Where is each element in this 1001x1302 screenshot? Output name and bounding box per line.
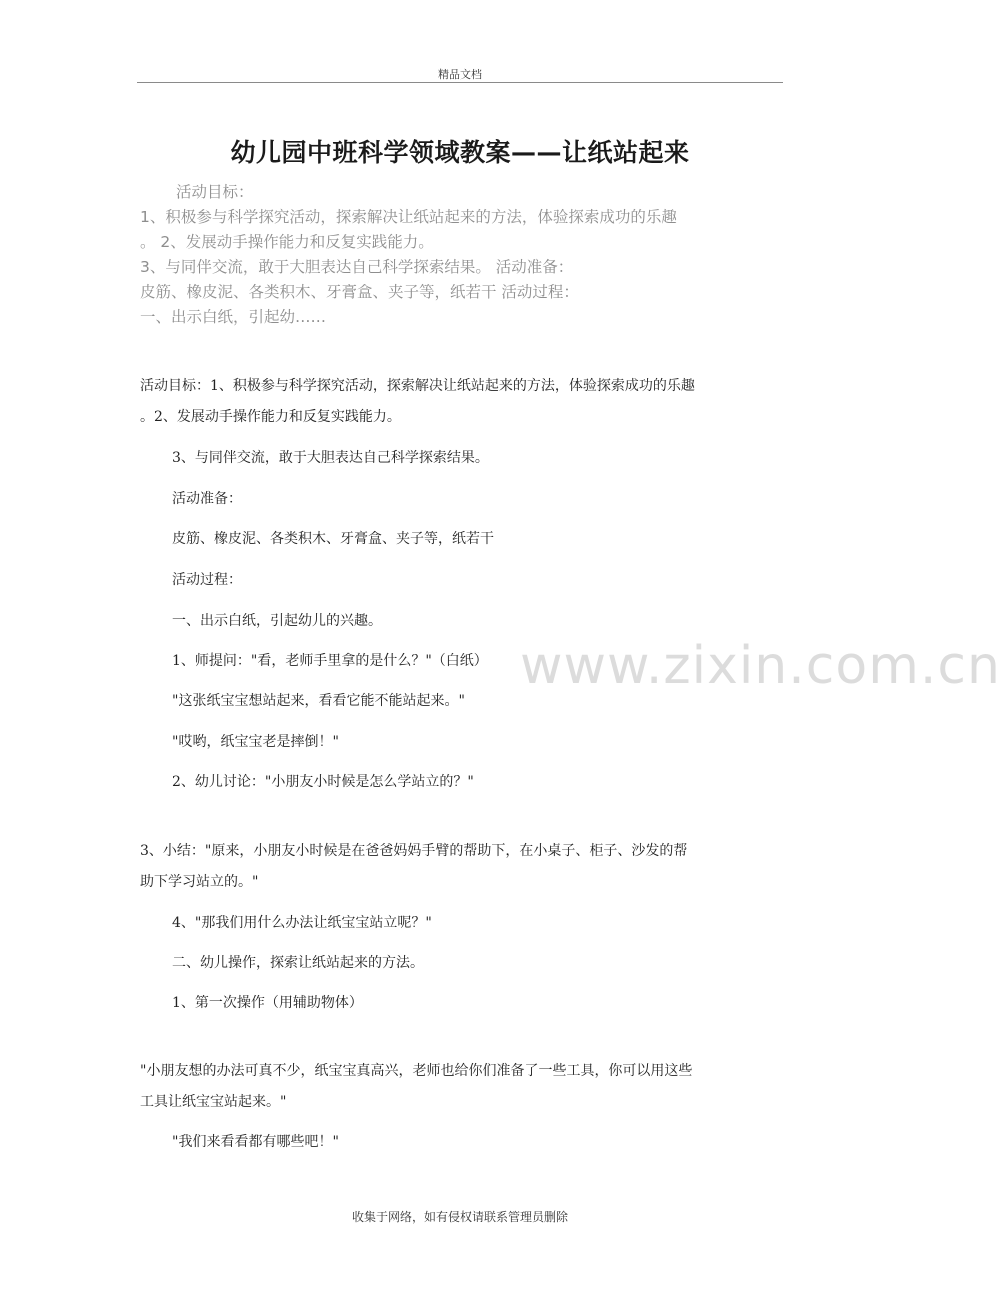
summary-block <box>140 180 782 330</box>
paragraph-tools <box>140 1056 782 1118</box>
paragraph: 皮筋、橡皮泥、各类积木、牙膏盒、夹子等，纸若干 <box>172 531 494 547</box>
page-header: 精品文档 <box>438 68 482 81</box>
paragraph: 1、第一次操作（用辅助物体） <box>172 995 363 1011</box>
paragraph-summary <box>140 836 782 898</box>
summary-line: 3、与同伴交流，敢于大胆表达自己科学探索结果。 活动准备： <box>140 258 574 276</box>
summary-line: 皮筋、橡皮泥、各类积木、牙膏盒、夹子等，纸若干 活动过程： <box>140 283 579 301</box>
paragraph-line: "小朋友想的办法可真不少，纸宝宝真高兴，老师也给你们准备了一些工具，你可以用这些 <box>140 1063 693 1079</box>
summary-line: 活动目标： <box>176 183 254 201</box>
paragraph-line: 活动目标：1、积极参与科学探究活动，探索解决让纸站起来的方法，体验探索成功的乐趣 <box>140 378 695 394</box>
paragraph: 4、"那我们用什么办法让纸宝宝站立呢？" <box>172 915 432 931</box>
watermark: www.zixin.com.cn <box>520 636 1001 696</box>
paragraph: 二、幼儿操作，探索让纸站起来的方法。 <box>172 955 424 971</box>
paragraph-line: 助下学习站立的。" <box>140 874 259 890</box>
paragraph: 活动过程： <box>172 572 242 588</box>
summary-line: 。 2、发展动手操作能力和反复实践能力。 <box>140 233 434 251</box>
page-footer: 收集于网络，如有侵权请联系管理员删除 <box>351 1210 568 1224</box>
paragraph: 1、师提问："看，老师手里拿的是什么？"（白纸） <box>172 653 488 669</box>
summary-line: 一、出示白纸，引起幼…… <box>140 308 327 326</box>
paragraph: "哎哟，纸宝宝老是摔倒！" <box>172 734 339 750</box>
summary-line: 1、积极参与科学探究活动，探索解决让纸站起来的方法，体验探索成功的乐趣 <box>140 208 677 226</box>
document-title: 幼儿园中班科学领域教案——让纸站起来 <box>230 138 690 167</box>
paragraph-line: 3、小结："原来，小朋友小时候是在爸爸妈妈手臂的帮助下，在小桌子、柜子、沙发的帮 <box>140 843 688 859</box>
paragraph: "我们来看看都有哪些吧！" <box>172 1134 339 1150</box>
paragraph-line: 。2、发展动手操作能力和反复实践能力。 <box>140 409 401 425</box>
paragraph-objectives <box>140 371 782 433</box>
paragraph: 一、出示白纸，引起幼儿的兴趣。 <box>172 613 382 629</box>
paragraph-line: 工具让纸宝宝站起来。" <box>140 1094 287 1110</box>
paragraph: 3、与同伴交流，敢于大胆表达自己科学探索结果。 <box>172 450 489 466</box>
paragraph: 活动准备： <box>172 491 242 507</box>
header-divider <box>137 82 783 83</box>
paragraph: 2、幼儿讨论："小朋友小时候是怎么学站立的？" <box>172 774 474 790</box>
paragraph: "这张纸宝宝想站起来，看看它能不能站起来。" <box>172 693 465 709</box>
